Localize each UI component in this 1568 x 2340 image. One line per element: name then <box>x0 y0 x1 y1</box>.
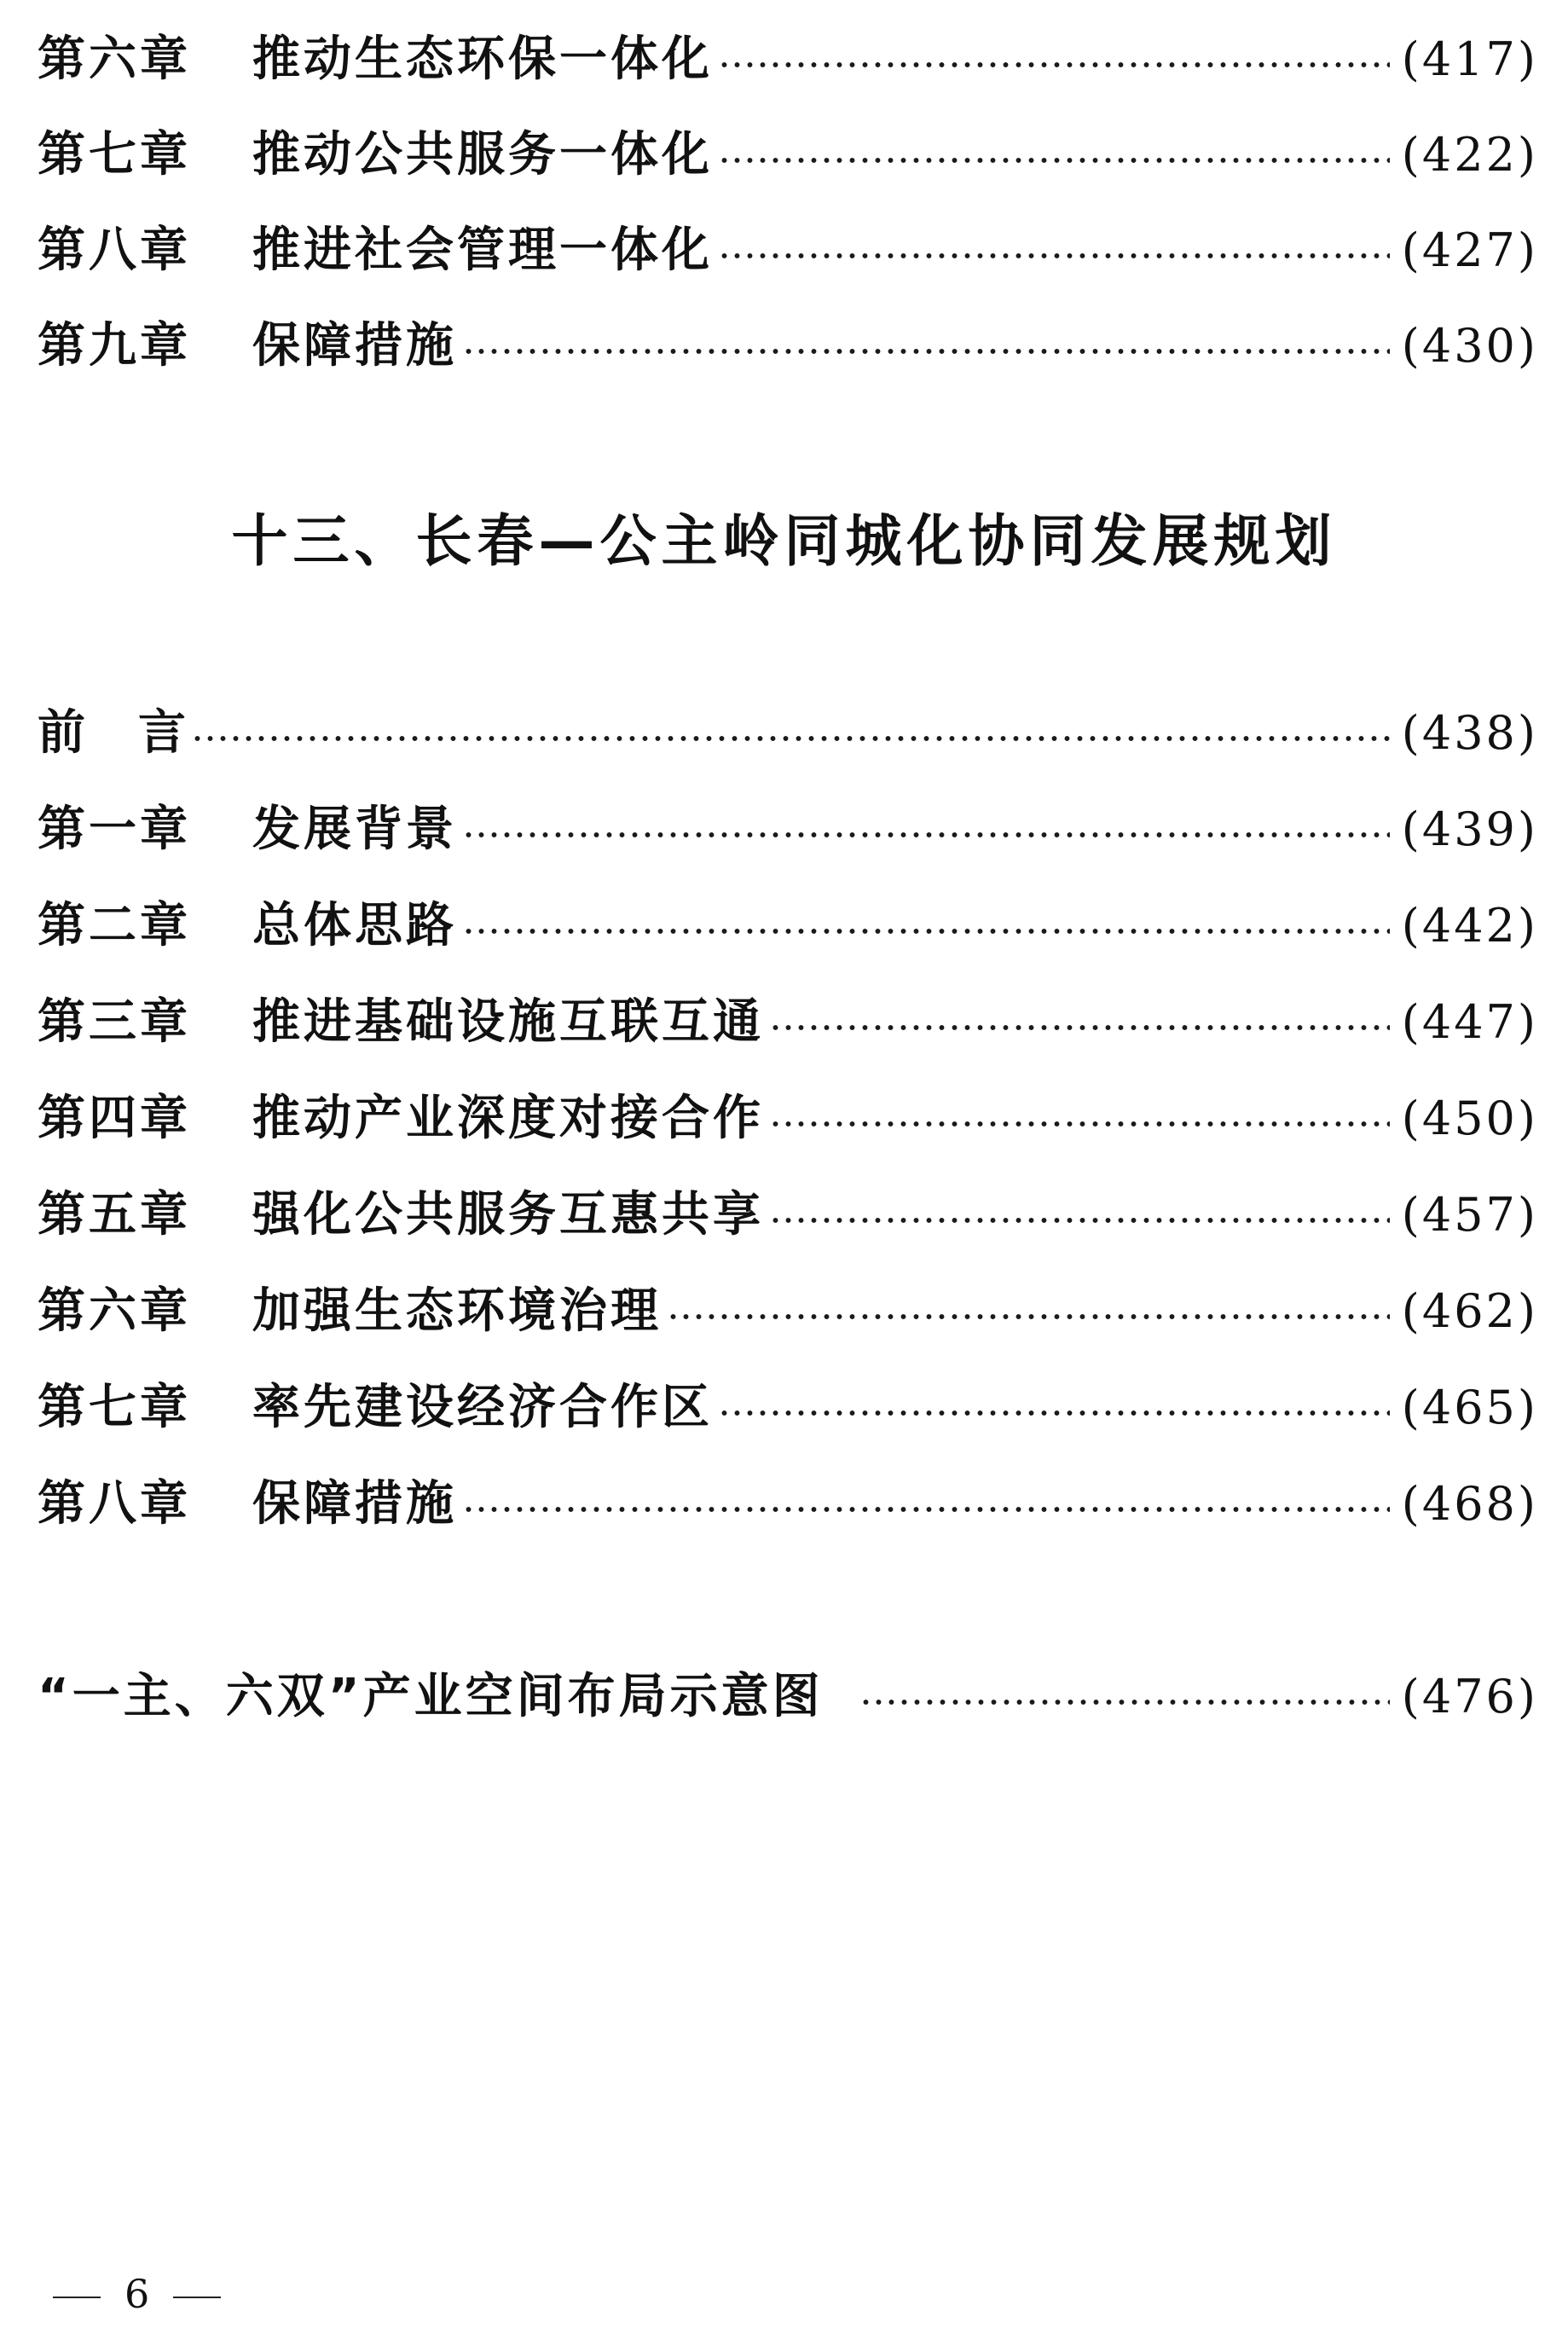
dot-leader <box>769 1216 1390 1225</box>
chapter-title: 保障措施 <box>252 318 457 374</box>
dot-leader <box>769 1120 1390 1128</box>
chapter-number: 第七章 <box>38 1380 191 1435</box>
toc-entry[interactable] <box>38 1374 1538 1442</box>
chapter-title: 推动公共服务一体化 <box>252 127 713 182</box>
toc-entry[interactable] <box>38 988 1538 1057</box>
chapter-title: 推动产业深度对接合作 <box>252 1091 764 1146</box>
dot-leader <box>462 927 1390 935</box>
chapter-number: 第七章 <box>38 127 191 182</box>
chapter-title: 保障措施 <box>252 1476 457 1532</box>
page-number: (450) <box>1401 1092 1538 1145</box>
preface-label <box>38 699 186 767</box>
section-heading: 十三、长春—公主岭同城化协同发展规划 <box>231 508 1337 574</box>
toc-entry[interactable] <box>38 217 1538 285</box>
toc-entry[interactable] <box>38 1085 1538 1153</box>
chapter-title: 强化公共服务互惠共享 <box>252 1187 764 1242</box>
chapter-number: 第二章 <box>38 898 191 953</box>
dot-leader <box>859 1698 1390 1706</box>
toc-entry-map[interactable] <box>38 1663 1538 1731</box>
toc-entry[interactable] <box>38 1277 1538 1346</box>
chapter-number: 第九章 <box>38 318 191 374</box>
chapter-title: 发展背景 <box>252 802 457 857</box>
toc-entry[interactable] <box>38 892 1538 960</box>
chapter-title: 推动生态环保一体化 <box>252 32 713 87</box>
chapter-number: 第一章 <box>38 802 191 857</box>
page-footer <box>53 2268 221 2320</box>
page-number: (447) <box>1401 995 1538 1049</box>
footer-page-number: 6 <box>124 2271 150 2317</box>
chapter-number: 第五章 <box>38 1187 191 1242</box>
dot-leader <box>667 1312 1390 1321</box>
chapter-title: 总体思路 <box>252 898 457 953</box>
dot-leader <box>191 734 1390 743</box>
dot-leader <box>718 252 1390 260</box>
chapter-title: 加强生态环境治理 <box>252 1283 662 1339</box>
chapter-title: 推进基础设施互联互通 <box>252 994 764 1050</box>
toc-entry-preface[interactable] <box>38 699 1538 767</box>
dot-leader <box>718 156 1390 165</box>
toc-entry[interactable] <box>38 312 1538 380</box>
page-number: (422) <box>1401 128 1538 182</box>
page-number: (465) <box>1401 1381 1538 1434</box>
dot-leader <box>462 1505 1390 1514</box>
preface-label-second: 言 <box>138 705 186 761</box>
dot-leader <box>718 1409 1390 1417</box>
chapter-number: 第四章 <box>38 1091 191 1146</box>
page-number: (442) <box>1401 899 1538 953</box>
chapter-title: 率先建设经济合作区 <box>252 1380 713 1435</box>
dot-leader <box>769 1023 1390 1032</box>
toc-entry[interactable] <box>38 1181 1538 1249</box>
toc-entry[interactable] <box>38 796 1538 864</box>
dot-leader <box>462 347 1390 356</box>
page-number: (439) <box>1401 802 1538 856</box>
preface-label-first: 前 <box>38 705 85 761</box>
chapter-title: 推进社会管理一体化 <box>252 223 713 278</box>
chapter-number: 第八章 <box>38 223 191 278</box>
footer-dash-left <box>53 2297 101 2298</box>
page-number: (427) <box>1401 223 1538 277</box>
page-number: (468) <box>1401 1477 1538 1531</box>
chapter-number: 第八章 <box>38 1476 191 1532</box>
dot-leader <box>462 831 1390 839</box>
page-number: (476) <box>1401 1670 1538 1723</box>
chapter-number: 第六章 <box>38 1283 191 1339</box>
chapter-number: 第六章 <box>38 32 191 87</box>
page-number: (457) <box>1401 1188 1538 1242</box>
toc-entry[interactable] <box>38 26 1538 94</box>
toc-entry[interactable] <box>38 1470 1538 1538</box>
page-number: (430) <box>1401 319 1538 373</box>
toc-entry[interactable] <box>38 121 1538 189</box>
map-title: “一主、六双”产业空间布局示意图 <box>38 1669 824 1724</box>
page-number: (438) <box>1401 706 1538 760</box>
dot-leader <box>718 61 1390 69</box>
page-number: (462) <box>1401 1284 1538 1338</box>
chapter-number: 第三章 <box>38 994 191 1050</box>
page-number: (417) <box>1401 32 1538 86</box>
footer-dash-right <box>173 2297 221 2298</box>
